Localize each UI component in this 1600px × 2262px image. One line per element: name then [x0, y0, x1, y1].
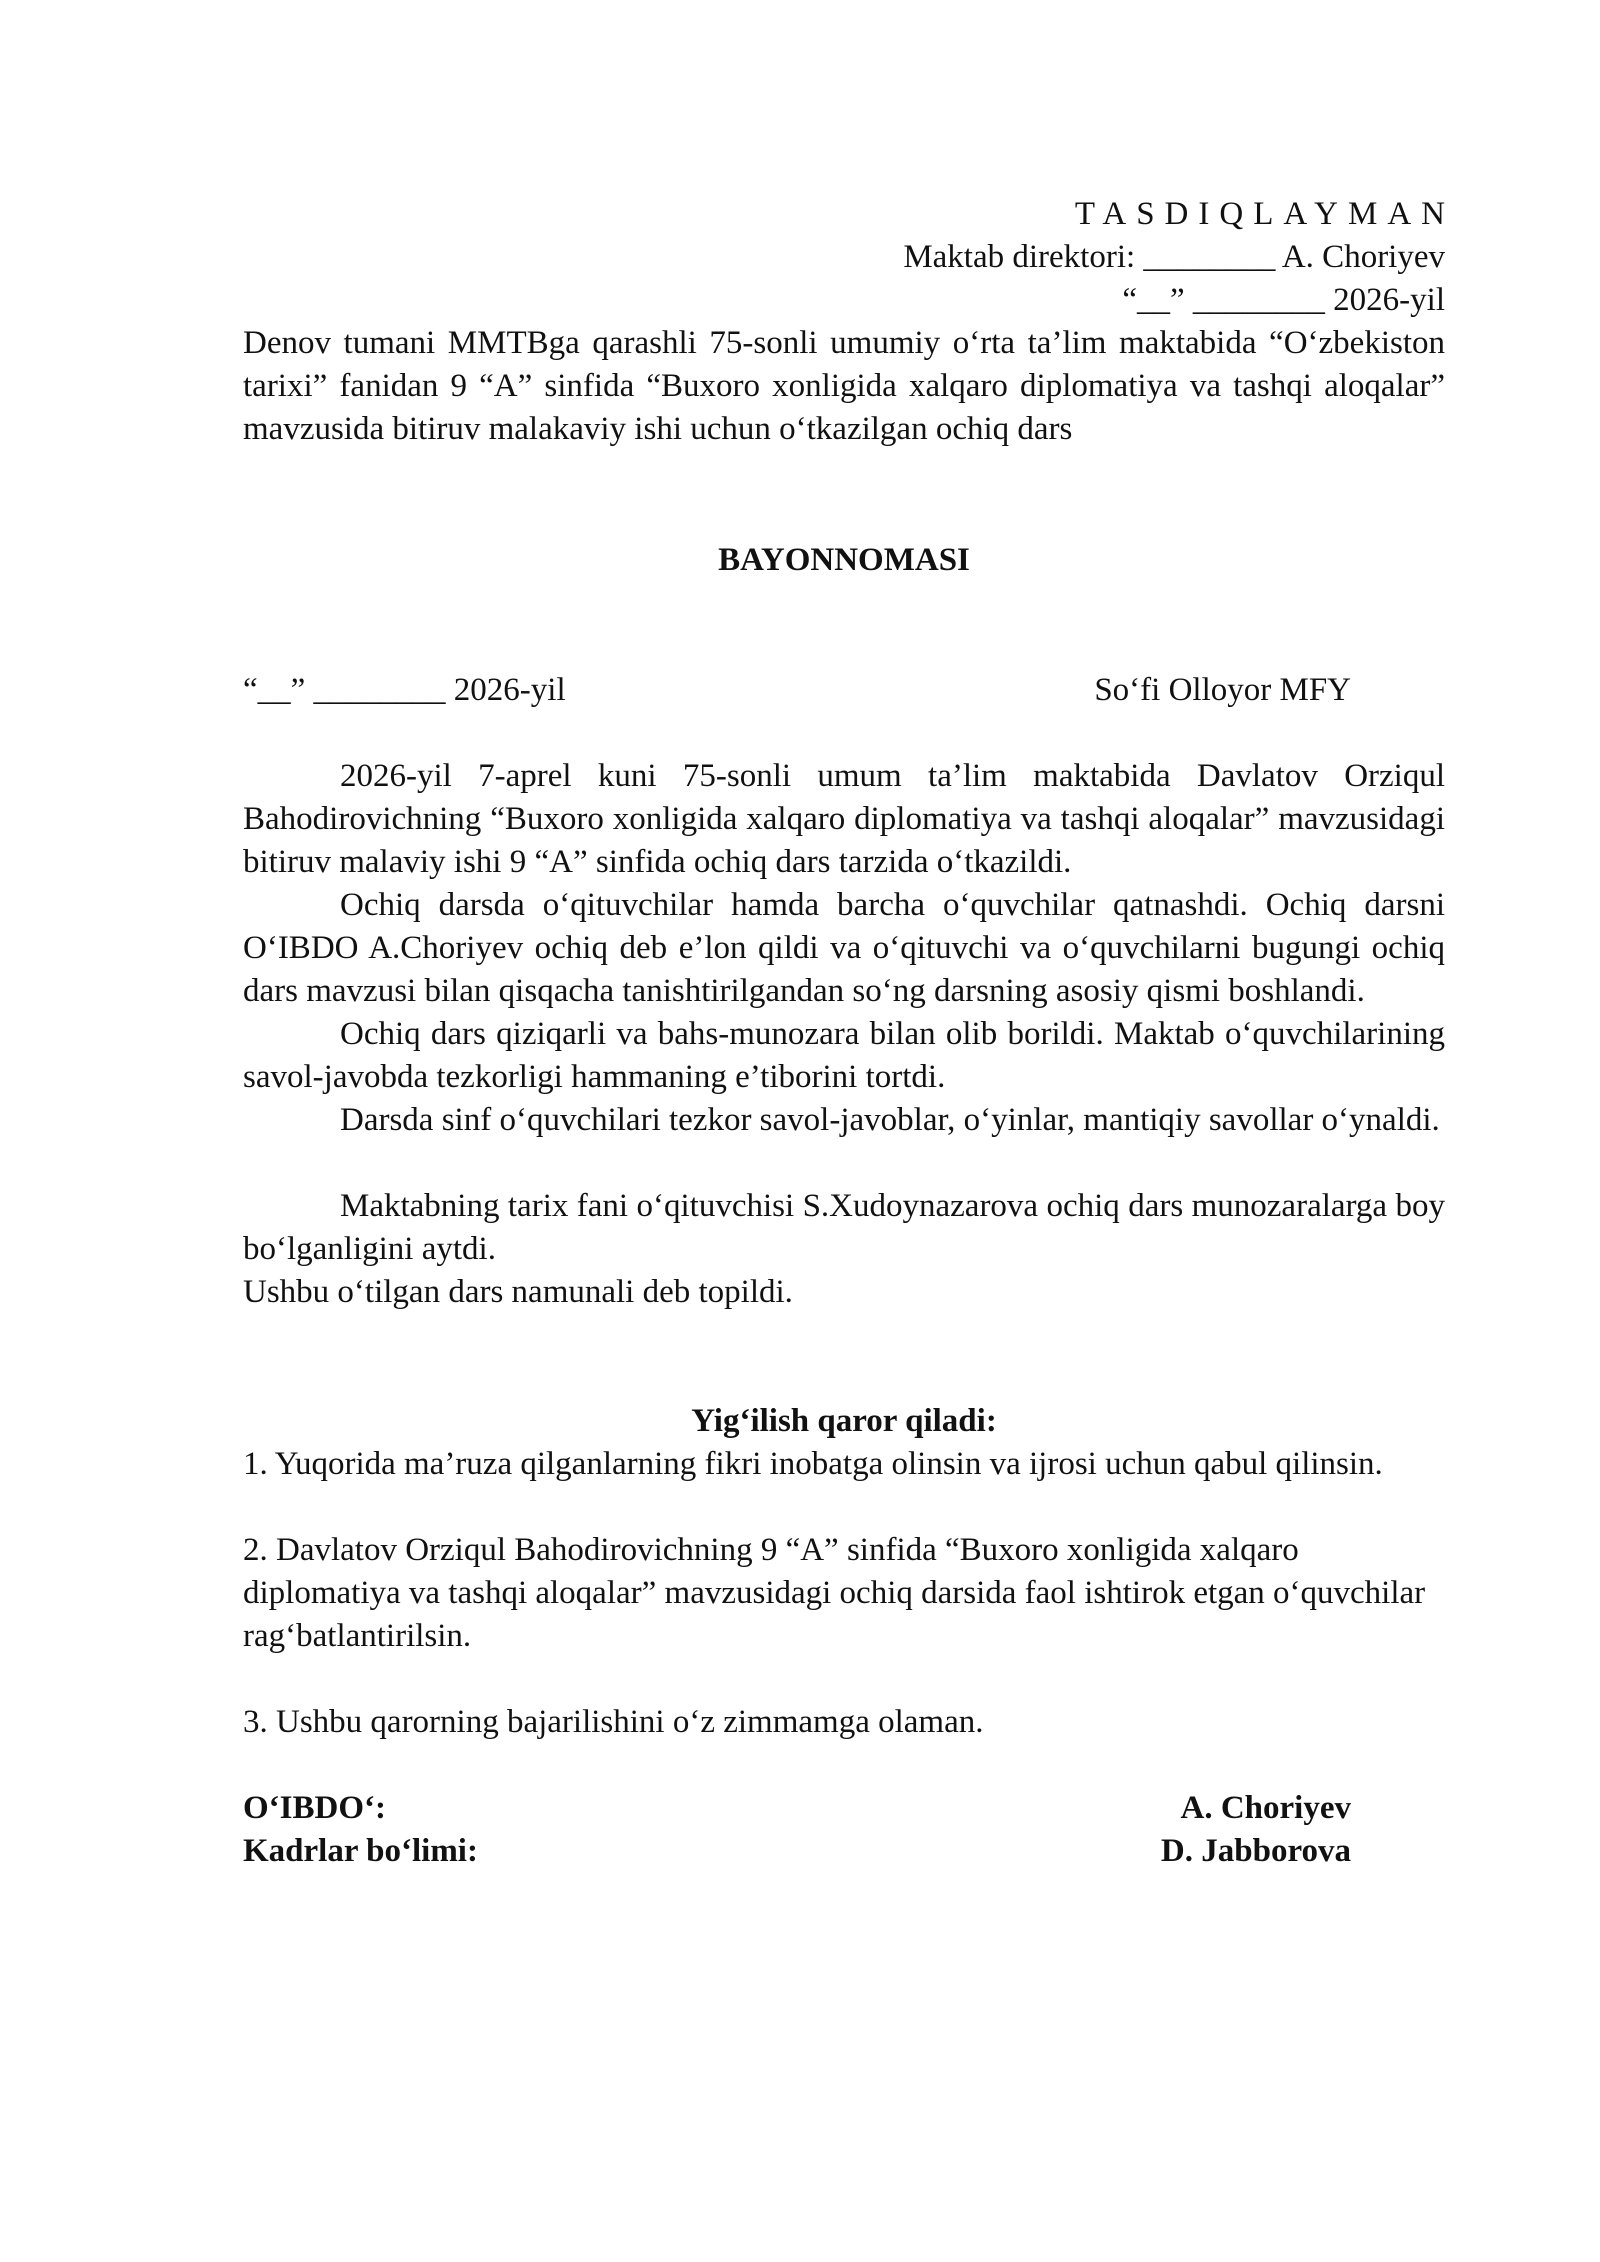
paragraph: Ushbu o‘tilgan dars namunali deb topildi. [243, 1274, 793, 1310]
signature-row [243, 1830, 1445, 1873]
approval-block [243, 193, 1455, 322]
director-line: Maktab direktori: ________ A. Choriyev [903, 239, 1445, 275]
decision-block [243, 1400, 1445, 1744]
signature-name: D. Jabborova [1160, 1833, 1351, 1869]
paragraph: 2026-yil 7-aprel kuni 75-sonli umum ta’lim maktabida Davlatov Orziqul Bahodirovichning “Buxoro xonligida xalqaro diplomatiya va tashqi aloqalar” mavzusidagi bitiruv malaviy ishi 9 “A” sinfida ochiq dars tarzida o‘tkazildi. [243, 758, 1445, 880]
decision-item: 3. Ushbu qarorning bajarilishini o‘z zimmamga olaman. [243, 1704, 984, 1740]
protocol-body [243, 755, 1445, 1314]
paragraph: Darsda sinf o‘quvchilari tezkor savol-javoblar, o‘yinlar, mantiqiy savollar o‘ynaldi. [340, 1102, 1440, 1138]
paragraph: Ochiq dars qiziqarli va bahs-munozara bilan olib borildi. Maktab o‘quvchilarining savol-javobda tezkorligi hammaning e’tiborini tortdi. [243, 1016, 1445, 1095]
date-place-row [243, 669, 1445, 712]
protocol-date: “__” ________ 2026-yil [243, 672, 566, 708]
decision-item: 2. Davlatov Orziqul Bahodirovichning 9 “A” sinfida “Buxoro xonligida xalqaro diplomatiya va tashqi aloqalar” mavzusidagi ochiq darsida faol ishtirok etgan o‘quvchilar rag‘batlantirilsin. [243, 1532, 1426, 1654]
spacer [243, 1658, 1445, 1701]
signature-name: A. Choriyev [1180, 1790, 1351, 1826]
spacer [243, 1486, 1445, 1529]
paragraph: Maktabning tarix fani o‘qituvchisi S.Xudoynazarova ochiq dars munozaralarga boy bo‘lganligini aytdi. [243, 1188, 1445, 1267]
spacer [243, 1142, 1445, 1185]
signature-role: Kadrlar bo‘limi: [243, 1833, 478, 1869]
document-title: BAYONNOMASI [718, 542, 970, 578]
approval-date-line: “__” ________ 2026-yil [1122, 282, 1445, 318]
decision-item: 1. Yuqorida ma’ruza qilganlarning fikri inobatga olinsin va ijrosi uchun qabul qilinsin. [243, 1446, 1383, 1482]
document-page [243, 193, 1455, 1873]
signature-role: O‘IBDO‘: [243, 1790, 386, 1826]
signature-row [243, 1787, 1445, 1830]
intro-text: Denov tumani MMTBga qarashli 75-sonli umumiy o‘rta ta’lim maktabida “O‘zbekiston tarixi” fanidan 9 “A” sinfida “Buxoro xonligida xalqaro diplomatiya va tashqi aloqalar” mavzusida bitiruv malakaviy ishi uchun o‘tkazilgan ochiq dars [243, 325, 1445, 447]
decision-title: Yig‘ilish qaror qiladi: [691, 1403, 997, 1439]
signature-block [243, 1787, 1445, 1873]
protocol-place: So‘fi Olloyor MFY [1094, 672, 1351, 708]
approval-title: TASDIQLAYMAN [1074, 196, 1455, 232]
spacer [243, 1314, 1445, 1400]
paragraph: Ochiq darsda o‘qituvchilar hamda barcha o‘quvchilar qatnashdi. Ochiq darsni O‘IBDO A.Choriyev ochiq deb e’lon qildi va o‘qituvchi va o‘quvchilarni bugungi ochiq dars mavzusi bilan qisqacha tanishtirilgandan so‘ng darsning asosiy qismi boshlandi. [243, 887, 1445, 1009]
